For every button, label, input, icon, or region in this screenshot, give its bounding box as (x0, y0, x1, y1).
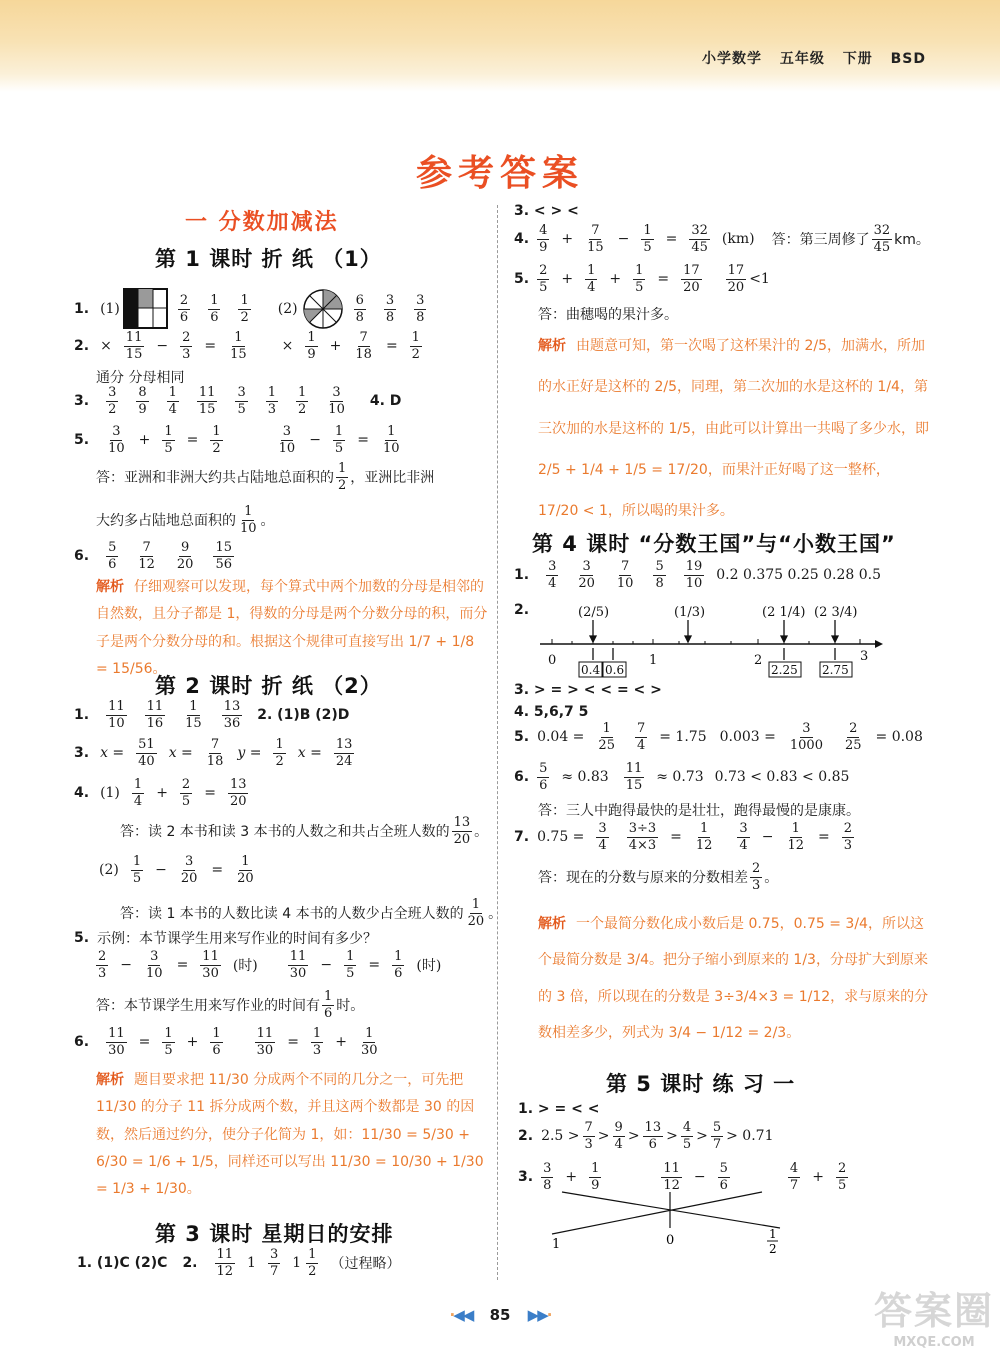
page-number: 85 (489, 1306, 511, 1324)
q-number: 2. (74, 338, 90, 355)
top-label: (1/3) (674, 605, 706, 620)
l4-q3: 3. > = > < < = < > (514, 682, 662, 698)
l4-q6: 6. $\frac{5}{6}$ ≈ 0.83 $\frac{11}{15}$ ≈ 0.73 0.73 < 0.83 < 0.85 (514, 761, 850, 793)
fraction: $\frac{2}{6}$ (179, 292, 189, 325)
l1-q6-analysis: 解析 仔细观察可以发现，每个算式中两个加数的分母是相邻的自然数，且分子都是 1，得数的分母是两个分数分母的积，而分子是两个分数分母的和。根据这个规律可直接写出 1/7 + 1/8 = 15/56。 (96, 579, 488, 677)
lesson-2-title: 第 2 课时 折 纸 （2） (155, 674, 382, 698)
l3-q1-q2: 1. (1)C (2)C 2. $\frac{11}{12}$ 1 $\frac{3}{7}$ 1 $\frac{1}{2}$ （过程略） (77, 1247, 401, 1279)
l1-q1 (74, 287, 435, 331)
book-info (690, 48, 926, 68)
box-label: 2.25 (771, 663, 798, 677)
l1-q5-answer: 答：亚洲和非洲大约共占陆地总面积的 $\frac{1}{2}$ ，亚洲比非洲 (96, 461, 435, 493)
fraction: $\frac{3}{8}$ (385, 292, 395, 325)
l2-q4-answer-2: 答：读 1 本书的人数比读 4 本书的人数少占全班人数的 $\frac{1}{20}$ 。 (120, 897, 503, 929)
l2-q5: 5. 示例：本节课学生用来写作业的时间有多少？ (74, 930, 378, 947)
l2-q6: 6. $\frac{11}{30}$ = $\frac{1}{5}$ + $\frac{1}{6}$ $\frac{11}{30}$ = $\frac{1}{3}$ + $\frac{1}{30}$ (74, 1026, 378, 1058)
l4-q7: 7. 0.75 = $\frac{3}{4}$ $\frac{3\div 3}{4\times 3}$ = $\frac{1}{12}$ $\frac{3}{4}$ − $\frac{1}{12}$ = $\frac{2}{3}$ (514, 821, 852, 853)
l2-q3: 3. x = $\frac{51}{40}$ x = $\frac{7}{18}$ y = $\frac{1}{2}$ x = $\frac{13}{24}$ (74, 737, 353, 769)
l2-q6-analysis: 解析 题目要求把 11/30 分成两个不同的几分之一，可先把 11/30 的分子 11 拆分成两个数，并且这两个数都是 30 的因数，然后通过约分，使分子化简为 1，如：11/30 = 5/30 + 6/30 = 1/6 + 1/5，同样还可以写出 11/30 = 10/30 + 1/30 = 1/3 + 1/30。 (96, 1072, 484, 1198)
r-q5-answer: 答：曲穗喝的果汁多。 (538, 307, 678, 323)
box-label: 2.75 (822, 663, 849, 677)
l2-q5-answer: 答：本节课学生用来写作业的时间有 $\frac{1}{6}$ 时。 (96, 989, 365, 1021)
l2-q4-answer-1: 答：读 2 本书和读 3 本书的人数之和共占全班人数的 $\frac{13}{20}$ 。 (120, 815, 489, 847)
l1-q4: 4. D (369, 393, 402, 410)
cross-mark: × (281, 338, 294, 355)
fraction: $\frac{3}{8}$ (416, 292, 425, 325)
edition: BSD (890, 51, 926, 67)
l4-q7-analysis: 解析 一个最简分数化成小数后是 0.75，0.75 = 3/4，所以这个最简分数是 3/4。把分子缩小到原来的 1/3，分母扩大到原来的 3 倍，所以现在的分数是 3÷3/4×3 = 1/12，求与原来的分数相差多少，列式为 3/4 − 1/12 = 2/3。 (538, 916, 929, 1042)
l2-q5-equations: $\frac{2}{3}$ − $\frac{3}{10}$ = $\frac{11}{30}$ (时) $\frac{11}{30}$ − $\frac{1}{5}$ = $\frac{1}{6}$ (时) (98, 949, 442, 981)
matching-lines-figure (540, 1190, 800, 1256)
number-line-figure (530, 598, 890, 680)
l1-q3: 3. $\frac{3}{2}$ $\frac{8}{9}$ $\frac{1}{4}$ $\frac{11}{15}$ $\frac{3}{5}$ $\frac{1}{3}$ $\frac{1}{2}$ $\frac{3}{10}$ 4. D (74, 385, 402, 417)
tick-label: 0 (548, 653, 557, 668)
l5-q3: 3. $\frac{3}{8}$ + $\frac{1}{9}$ $\frac{11}{12}$ − $\frac{5}{6}$ $\frac{4}{7}$ + $\frac{2}{5}$ (518, 1161, 847, 1193)
lesson-3-title: 第 3 课时 星期日的安排 (155, 1222, 394, 1246)
svg-text:1: 1 (769, 1227, 777, 1241)
term: 下册 (842, 51, 873, 67)
page-number-bar (0, 1306, 1000, 1324)
l5-q1: 1. > = < < (518, 1101, 600, 1117)
r-q5-analysis: 解析 由题意可知，第一次喝了这杯果汁的 2/5，加满水，所加的水正好是这杯的 2/5，同理，第二次加的水是这杯的 1/4，第三次加的水是这杯的 1/5，由此可以计算出一共喝了多少水，即 2/5 + 1/4 + 1/5 = 17/20，而果汁正好喝了这一整杯，17/20 < 1，所以喝的果汁多。 (538, 338, 929, 520)
l5-q2: 2. 2.5 > $\frac{7}{3}$ > $\frac{9}{4}$ > $\frac{13}{6}$ > $\frac{4}{5}$ > $\frac{5}{7}$ > 0.71 (518, 1120, 774, 1152)
cross-mark: × (100, 338, 112, 355)
l2-q2: 2. (1)B (2)D (257, 707, 350, 724)
part-label: (2) (277, 301, 298, 317)
l4-q5: 5. 0.04 = $\frac{1}{25}$ $\frac{7}{4}$ = 1.75 0.003 = $\frac{3}{1000}$ $\frac{2}{25}$ = 0.08 (514, 721, 923, 753)
watermark-logo: 答案圈 MXQE.COM (874, 1289, 995, 1350)
l4-q7-answer: 答：现在的分数与原来的分数相差 $\frac{2}{3}$ 。 (538, 861, 779, 893)
l1-q5: 5. $\frac{3}{10}$ + $\frac{1}{5}$ = $\frac{1}{2}$ $\frac{3}{10}$ − $\frac{1}{5}$ = $\frac{1}{10}$ (74, 424, 400, 456)
l2-q4: 4. (1) $\frac{1}{4}$ + $\frac{2}{5}$ = $\frac{13}{20}$ (74, 777, 247, 809)
q-number: 1. (74, 301, 90, 317)
lesson-5-title: 第 5 课时 练 习 一 (606, 1072, 796, 1096)
header-band (0, 0, 1000, 92)
r-q5: 5. $\frac{2}{5}$ + $\frac{1}{4}$ + $\frac{1}{5}$ = $\frac{17}{20}$ $\frac{17}{20}$ <1 (514, 263, 770, 295)
box-label: 0.6 (605, 663, 625, 677)
next-arrows-icon: ▶▶· (527, 1306, 551, 1324)
top-label: (2 1/4) (762, 605, 806, 620)
tick-label: 1 (649, 653, 658, 668)
r-q3: 3. < > < (514, 203, 579, 219)
l4-q1: 1. $\frac{3}{4}$ $\frac{3}{20}$ $\frac{7}{10}$ $\frac{5}{8}$ $\frac{19}{10}$ 0.2 0.375 0.25 0.28 0.5 (514, 559, 882, 591)
l4-q6-answer: 答：三人中跑得最快的是壮壮，跑得最慢的是康康。 (538, 803, 860, 819)
svg-text:2: 2 (769, 1242, 777, 1256)
svg-text:1: 1 (552, 1237, 561, 1252)
part-label: (1) (100, 301, 120, 317)
l3-q1: 1. (1)C (2)C (77, 1255, 168, 1272)
fraction: $\frac{1}{2}$ (240, 292, 249, 325)
shaded-square-figure (123, 288, 169, 330)
top-label: (2 3/4) (814, 605, 858, 620)
l4-q4: 4. 5,6,7 5 (514, 704, 589, 720)
tick-label: 2 (754, 653, 763, 668)
column-divider (497, 205, 498, 1280)
grade: 五年级 (779, 51, 825, 67)
lesson-4-title: 第 4 课时 “分数王国”与“小数王国” (532, 532, 896, 556)
box-label: 0.4 (581, 663, 601, 677)
l2-q4-part-2: (2) $\frac{1}{5}$ − $\frac{3}{20}$ = $\frac{1}{20}$ (99, 854, 254, 886)
r-q4: 4. $\frac{4}{9}$ + $\frac{7}{15}$ − $\frac{1}{5}$ = $\frac{32}{45}$ (km) 答：第三周修了 $\frac{32}{45}$ km。 (514, 223, 930, 255)
page-title: 参考答案 (415, 153, 584, 194)
l1-q5-answer-2: 大约多占陆地总面积的 $\frac{1}{10}$ 。 (96, 504, 275, 536)
subject: 小学数学 (702, 51, 762, 67)
l1-q2: 2. × $\frac{11}{15}$ − $\frac{2}{3}$ = $\frac{1}{15}$ × $\frac{1}{9}$ + $\frac{7}{18}$ = $\frac{1}{2}$ (74, 330, 420, 362)
lesson-1-title: 第 1 课时 折 纸 （1） (155, 247, 382, 271)
fraction: $\frac{6}{8}$ (355, 292, 364, 325)
l2-q1: 1. $\frac{11}{10}$ $\frac{11}{16}$ $\frac{1}{15}$ $\frac{13}{36}$ 2. (1)B (2)D (74, 699, 350, 731)
svg-text:0: 0 (666, 1233, 675, 1248)
l1-q6: 6. $\frac{5}{6}$ $\frac{7}{12}$ $\frac{9}{20}$ $\frac{15}{56}$ (74, 540, 232, 572)
tick-label: 3 (860, 649, 869, 664)
fraction: $\frac{1}{6}$ (210, 292, 219, 325)
top-label: (2/5) (578, 605, 610, 620)
shaded-circle-figure (301, 287, 345, 331)
l1-q2-text: 通分 分母相同 (96, 370, 185, 386)
l4-q2-label: 2. (514, 602, 530, 618)
chapter-title: 一 分数加减法 (185, 210, 339, 235)
prev-arrows-icon: ·◀◀ (449, 1306, 473, 1324)
